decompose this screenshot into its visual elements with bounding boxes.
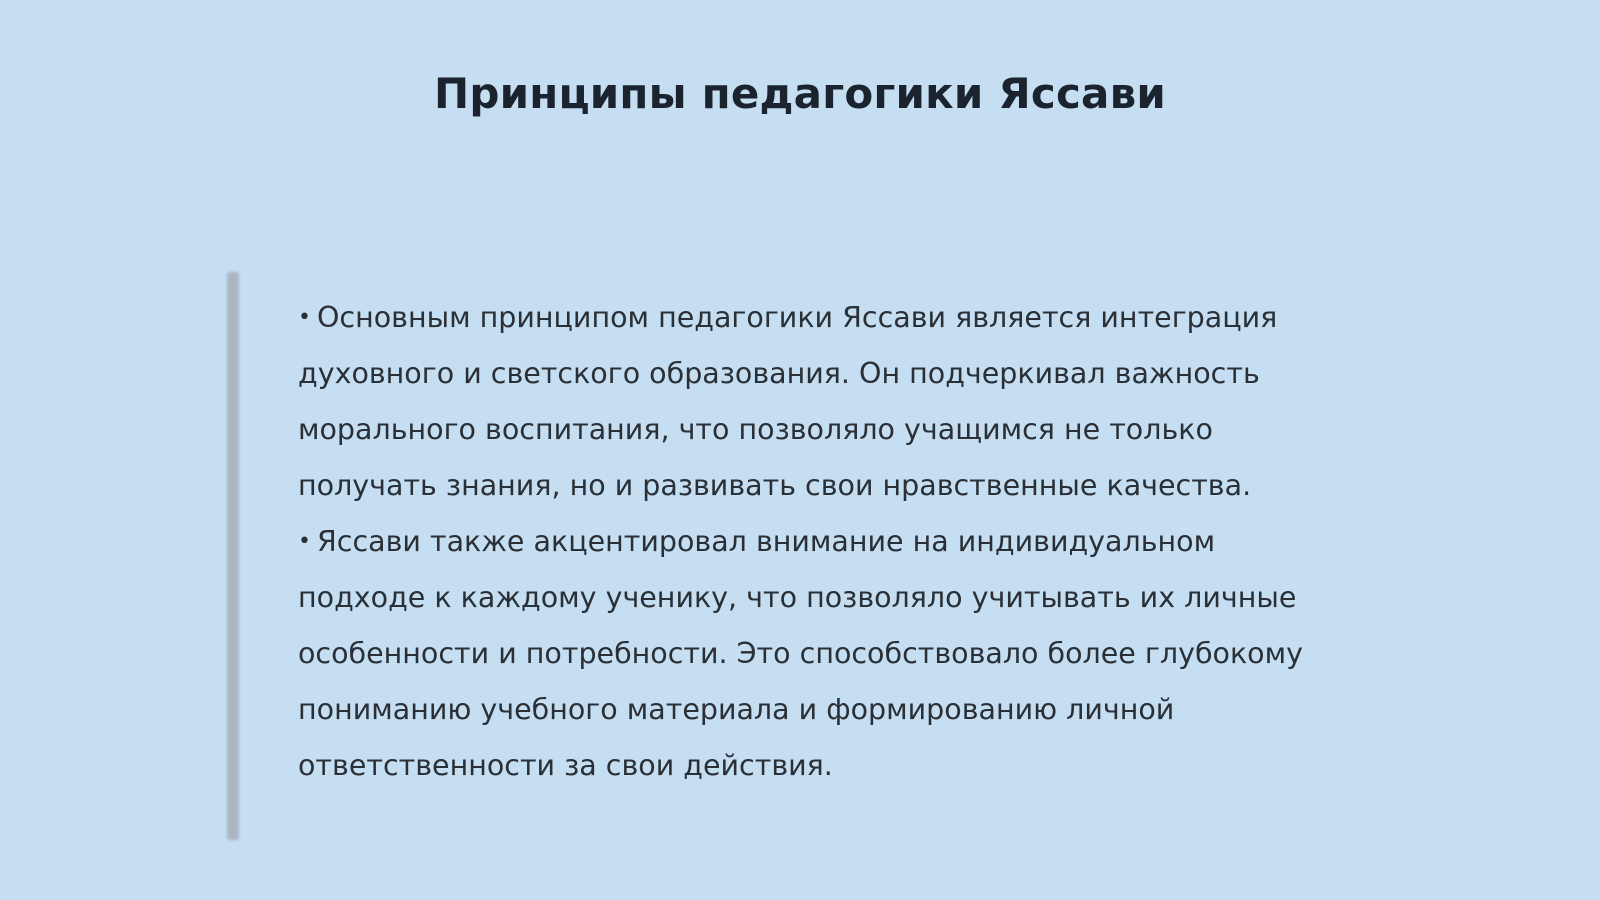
bullet-list (298, 290, 1318, 794)
accent-bar (227, 272, 239, 840)
bullet-item-integration (298, 290, 1318, 514)
bullet-item-individual-approach (298, 514, 1318, 794)
bullet-text: Яссави также акцентировал внимание на индивидуальном подходе к каждому ученику, что позволяло учитывать их личные особенности и потребности. Это способствовало более глубокому пониманию учебного материала и формированию личной ответственности за свои действия. (298, 525, 1303, 782)
bullet-text: Основным принципом педагогики Яссави является интеграция духовного и светского образования. Он подчеркивал важность морального воспитания, что позволяло учащимся не только получать знания, но и развивать свои нравственные качества. (298, 301, 1278, 502)
slide-title: Принципы педагогики Яссави (433, 69, 1167, 118)
bullet-icon: • (298, 305, 311, 330)
bullet-icon: • (298, 529, 311, 554)
